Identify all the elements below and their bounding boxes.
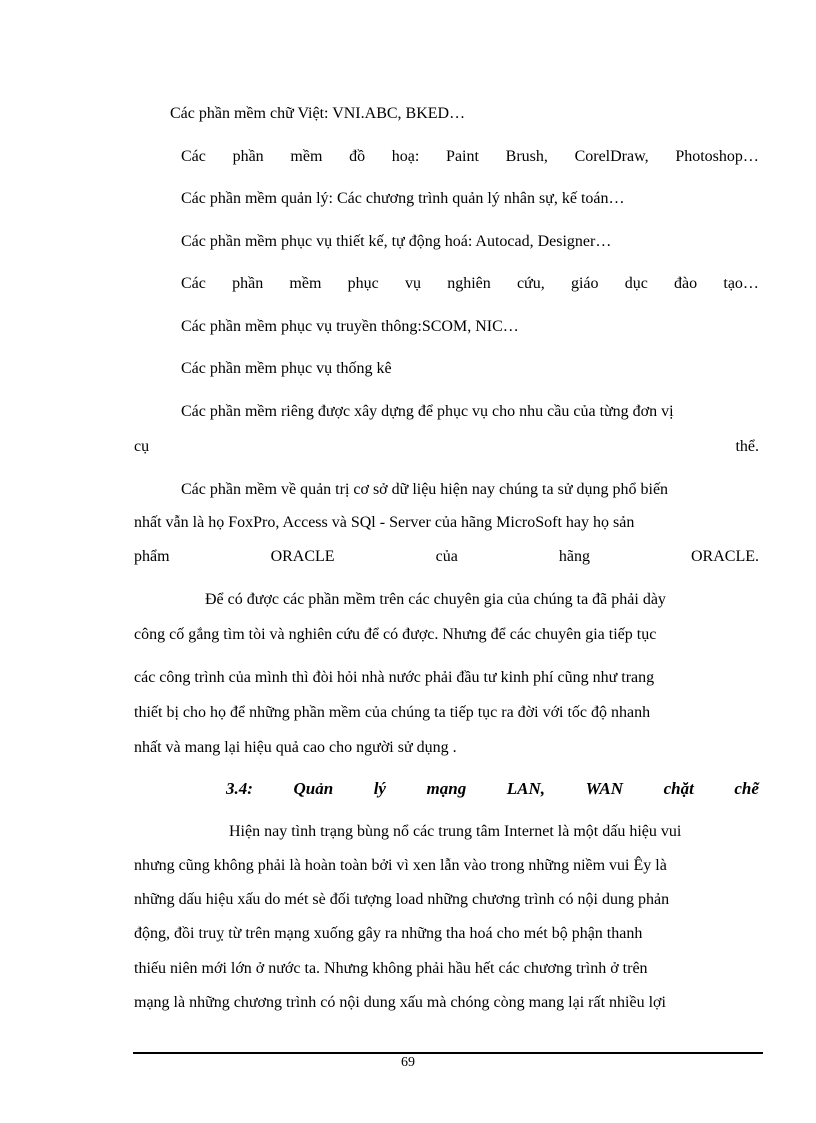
word: thể. <box>735 438 759 455</box>
text-line-justified <box>181 274 759 294</box>
heading-word: WAN <box>585 779 624 798</box>
word: hoạ: <box>391 148 420 165</box>
text-line: mạng là những chương trình có nội dung xấu mà chóng còng mang lại rất nhiều lợi <box>134 994 666 1011</box>
page-number: 69 <box>401 1055 415 1070</box>
word: mềm <box>289 275 322 292</box>
section-heading <box>226 778 759 800</box>
text-line: nhất và mang lại hiệu quả cao cho người sử dụng . <box>134 739 457 756</box>
word: Paint <box>446 148 479 165</box>
word: CorelDraw, <box>574 148 649 165</box>
heading-word: 3.4: <box>226 779 253 798</box>
word: của <box>435 548 458 565</box>
word: phẩm <box>134 548 170 565</box>
word: ORACLE <box>270 548 335 565</box>
word: phần <box>232 275 264 292</box>
word: đào <box>674 275 698 292</box>
text-line: Các phần mềm phục vụ thống kê <box>181 360 392 377</box>
text-line: Các phần mềm phục vụ truyền thông:SCOM, NIC… <box>181 318 519 335</box>
word: cụ <box>134 438 150 455</box>
word: Photoshop… <box>675 148 759 165</box>
text-line: thiết bị cho họ để những phần mềm của chúng ta tiếp tục ra đời với tốc độ nhanh <box>134 704 651 721</box>
word: Các <box>181 275 206 292</box>
word: giáo <box>570 275 599 292</box>
heading-word: LAN, <box>506 779 546 798</box>
text-line: nhất vẫn là họ FoxPro, Access và SQl - Server của hãng MicroSoft hay họ sản <box>134 514 635 531</box>
text-line: Các phần mềm phục vụ thiết kế, tự động hoá: Autocad, Designer… <box>181 233 612 250</box>
text-line: các công trình của mình thì đòi hỏi nhà nước phải đầu tư kinh phí cũng như trang <box>134 669 655 686</box>
text-line: thiếu niên mới lớn ở nước ta. Nhưng không phải hầu hết các chương trình ở trên <box>134 960 648 977</box>
word: phần <box>232 148 264 165</box>
text-line-justified <box>181 147 759 167</box>
word: dục <box>624 275 648 292</box>
heading-word: lý <box>373 779 386 798</box>
heading-word: mạng <box>426 779 467 798</box>
word: Brush, <box>505 148 548 165</box>
word: mềm <box>290 148 323 165</box>
word: đồ <box>349 148 366 165</box>
word: hãng <box>558 548 590 565</box>
text-line: Để có được các phần mềm trên các chuyên gia của chúng ta đã phải dày <box>205 591 666 608</box>
text-line: Hiện nay tình trạng bùng nổ các trung tâm Internet là một dấu hiệu vui <box>229 823 682 840</box>
text-line-justified <box>134 547 759 567</box>
word: cứu, <box>516 275 545 292</box>
text-line: những dấu hiệu xấu do mét sè đối tượng load những chương trình có nội dung phản <box>134 891 670 908</box>
text-line: Các phần mềm riêng được xây dựng để phục vụ cho nhu cầu của từng đơn vị <box>181 403 674 420</box>
heading-word: chặt <box>663 779 694 798</box>
heading-word: Quản <box>293 779 334 798</box>
text-line: nhưng cũng không phải là hoàn toàn bởi vì xen lẫn vào trong những niềm vui Êy là <box>134 857 667 874</box>
text-line: công cố gắng tìm tòi và nghiên cứu để có được. Nhưng để các chuyên gia tiếp tục <box>134 626 657 643</box>
heading-word: chẽ <box>734 779 759 798</box>
footer-rule <box>133 1052 763 1054</box>
text-line: Các phần mềm chữ Việt: VNI.ABC, BKED… <box>170 105 466 122</box>
word: phục <box>347 275 379 292</box>
text-line-justified <box>134 437 759 457</box>
word: tạo… <box>723 275 759 292</box>
text-line: động, đồi truỵ từ trên mạng xuống gây ra những tha hoá cho mét bộ phận thanh <box>134 925 643 942</box>
word: vụ <box>404 275 421 292</box>
text-line: Các phần mềm quản lý: Các chương trình quản lý nhân sự, kế toán… <box>181 190 625 207</box>
word: nghiên <box>447 275 491 292</box>
word: ORACLE. <box>690 548 759 565</box>
text-line: Các phần mềm về quản trị cơ sở dữ liệu hiện nay chúng ta sử dụng phổ biến <box>181 481 669 498</box>
word: Các <box>181 148 206 165</box>
